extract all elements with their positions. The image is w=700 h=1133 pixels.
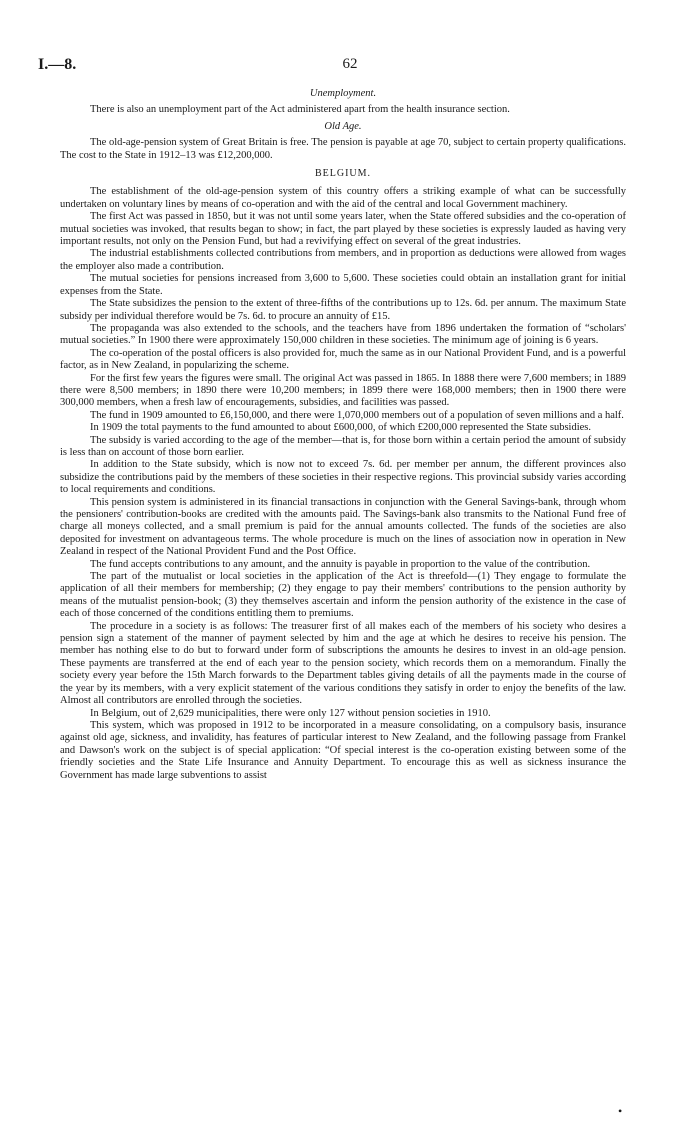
paragraph: The part of the mutualist or local societies in the application of the Act is threefold—(1) They engage to formulate the application of all their members for membership; (2) they engage to pay their members' contributions to the pension authority by means of the mutualist pension-book; (3) they themselves ascertain and inform the pension authority of the existence in the case of each of those concerned of the conditions entitling them to premiums. (60, 571, 626, 620)
paragraph: The old-age-pension system of Great Britain is free. The pension is payable at age 70, subject to certain property qualifications. The cost to the State in 1912–13 was £12,200,000. (60, 137, 626, 161)
paragraph: The industrial establishments collected contributions from members, and in proportion as deductions were allowed from wages the employer also made a contribution. (60, 248, 626, 272)
paragraph: The propaganda was also extended to the schools, and the teachers have from 1896 undertaken the formation of “scholars' mutual societies.” In 1900 there were approximately 150,000 children in these societies. The minimum age of joining is 6 years. (60, 322, 626, 347)
section-heading-belgium: BELGIUM. (314, 168, 372, 180)
section-heading-old-age: Old Age. (324, 120, 362, 132)
paragraph: For the first few years the figures were small. The original Act was passed in 1865. In 1888 there were 7,600 members; in 1889 there were 8,500 members; in 1890 there were 10,200 members; in 1899 there were 168,000 members; then in 1900 there were 300,000 members, when a fresh law of encouragements, subsidies, and facilities was passed. (60, 372, 626, 409)
paragraph: The mutual societies for pensions increased from 3,600 to 5,600. These societies could obtain an installation grant for initial expenses from the State. (60, 273, 626, 297)
paragraph: The fund accepts contributions to any amount, and the annuity is payable in proportion to the value of the contribution. (90, 558, 591, 570)
paragraph: In Belgium, out of 2,629 municipalities, there were only 127 without pension societies in 1910. (90, 707, 491, 719)
paragraph: In 1909 the total payments to the fund amounted to about £600,000, of which £200,000 represented the State subsidies. (90, 422, 591, 434)
section-heading-unemployment: Unemployment. (309, 88, 377, 99)
paragraph: The first Act was passed in 1850, but it was not until some years later, when the State offered subsidies and the co-operation of mutual societies was invoked, that results began to show; in fact, the part played by these societies is expressly lauded as having very important results, not only on the Pension Fund, but had a revivifying effect on several of the great industries. (60, 211, 626, 248)
paragraph: The procedure in a society is as follows: The treasurer first of all makes each of the members of his society who desires a pension sign a statement of the manner of payment selected by him and the age at which he desires to receive his pension. The member has nothing else to do but to forward under form of subscriptions the amounts he desires to invest in an old-age pension. These payments are transferred at the end of each year to the pension society, which records them on a memorandum. Finally the society every year before the 15th March forwards to the Department tables giving details of all the payments made in the course of the year by its members, with a very explicit statement of the various conditions they satisfy in order to enjoy the benefits of the law. Almost all contributors are enrolled through the societies. (60, 620, 626, 707)
page-number: 62 (342, 56, 358, 72)
paragraph: The co-operation of the postal officers is also provided for, much the same as in our National Provident Fund, and is a powerful factor, as in New Zealand, in popularizing the scheme. (60, 347, 626, 372)
paragraph: The subsidy is varied according to the age of the member—that is, for those born within a certain period the amount of subsidy is less than on account of those born earlier. (60, 434, 626, 458)
paragraph: The fund in 1909 amounted to £6,150,000, and there were 1,070,000 members out of a population of seven millions and a half. (90, 409, 624, 421)
paragraph: This pension system is administered in its financial transactions in conjunction with the General Savings-bank, through whom the pensioners' contribution-books are credited with the amounts paid. The Savings-bank also transmits to the National Fund free of charge all moneys collected, and a small premium is paid for the annual amounts collected. The funds of the societies are also deposited for investment on advantageous terms. The whole procedure is much on the lines of association now in operation in New Zealand in respect of the National Provident Fund and the Post Office. (60, 496, 626, 558)
paragraph: In addition to the State subsidy, which is now not to exceed 7s. 6d. per member per annum, the different provinces also subsidize the contributions paid by the members of these societies in their respective regions. This provincial subsidy varies according to local requirements and conditions. (60, 459, 626, 496)
paragraph: The State subsidizes the pension to the extent of three-fifths of the contributions up to 12s. 6d. per annum. The maximum State subsidy per individual therefore would be 7s. 6d. to procure an annuity of £15. (60, 298, 626, 322)
parliamentary-paper-reference: I.—8. (38, 56, 77, 73)
paragraph: This system, which was proposed in 1912 to be incorporated in a measure consolidating, on a compulsory basis, insurance against old age, sickness, and invalidity, has features of particular interest to New Zealand, and the following passage from Frankel and Dawson's work on the subject is of special application: “Of special interest is the co-operation existing between some of the friendly societies and the State Life Insurance and Annuity Department. To encourage this as well as sickness insurance the Government has made large subventions to assist (60, 719, 626, 781)
page-header (38, 56, 662, 78)
paragraph: The establishment of the old-age-pension system of this country offers a striking example of what can be successfully undertaken on voluntary lines by means of co-operation and with the aid of the central and local Government machinery. (60, 186, 626, 210)
document-body (60, 88, 626, 782)
paragraph: There is also an unemployment part of the Act administered apart from the health insurance section. (90, 104, 510, 116)
margin-mark: • (618, 1104, 623, 1118)
